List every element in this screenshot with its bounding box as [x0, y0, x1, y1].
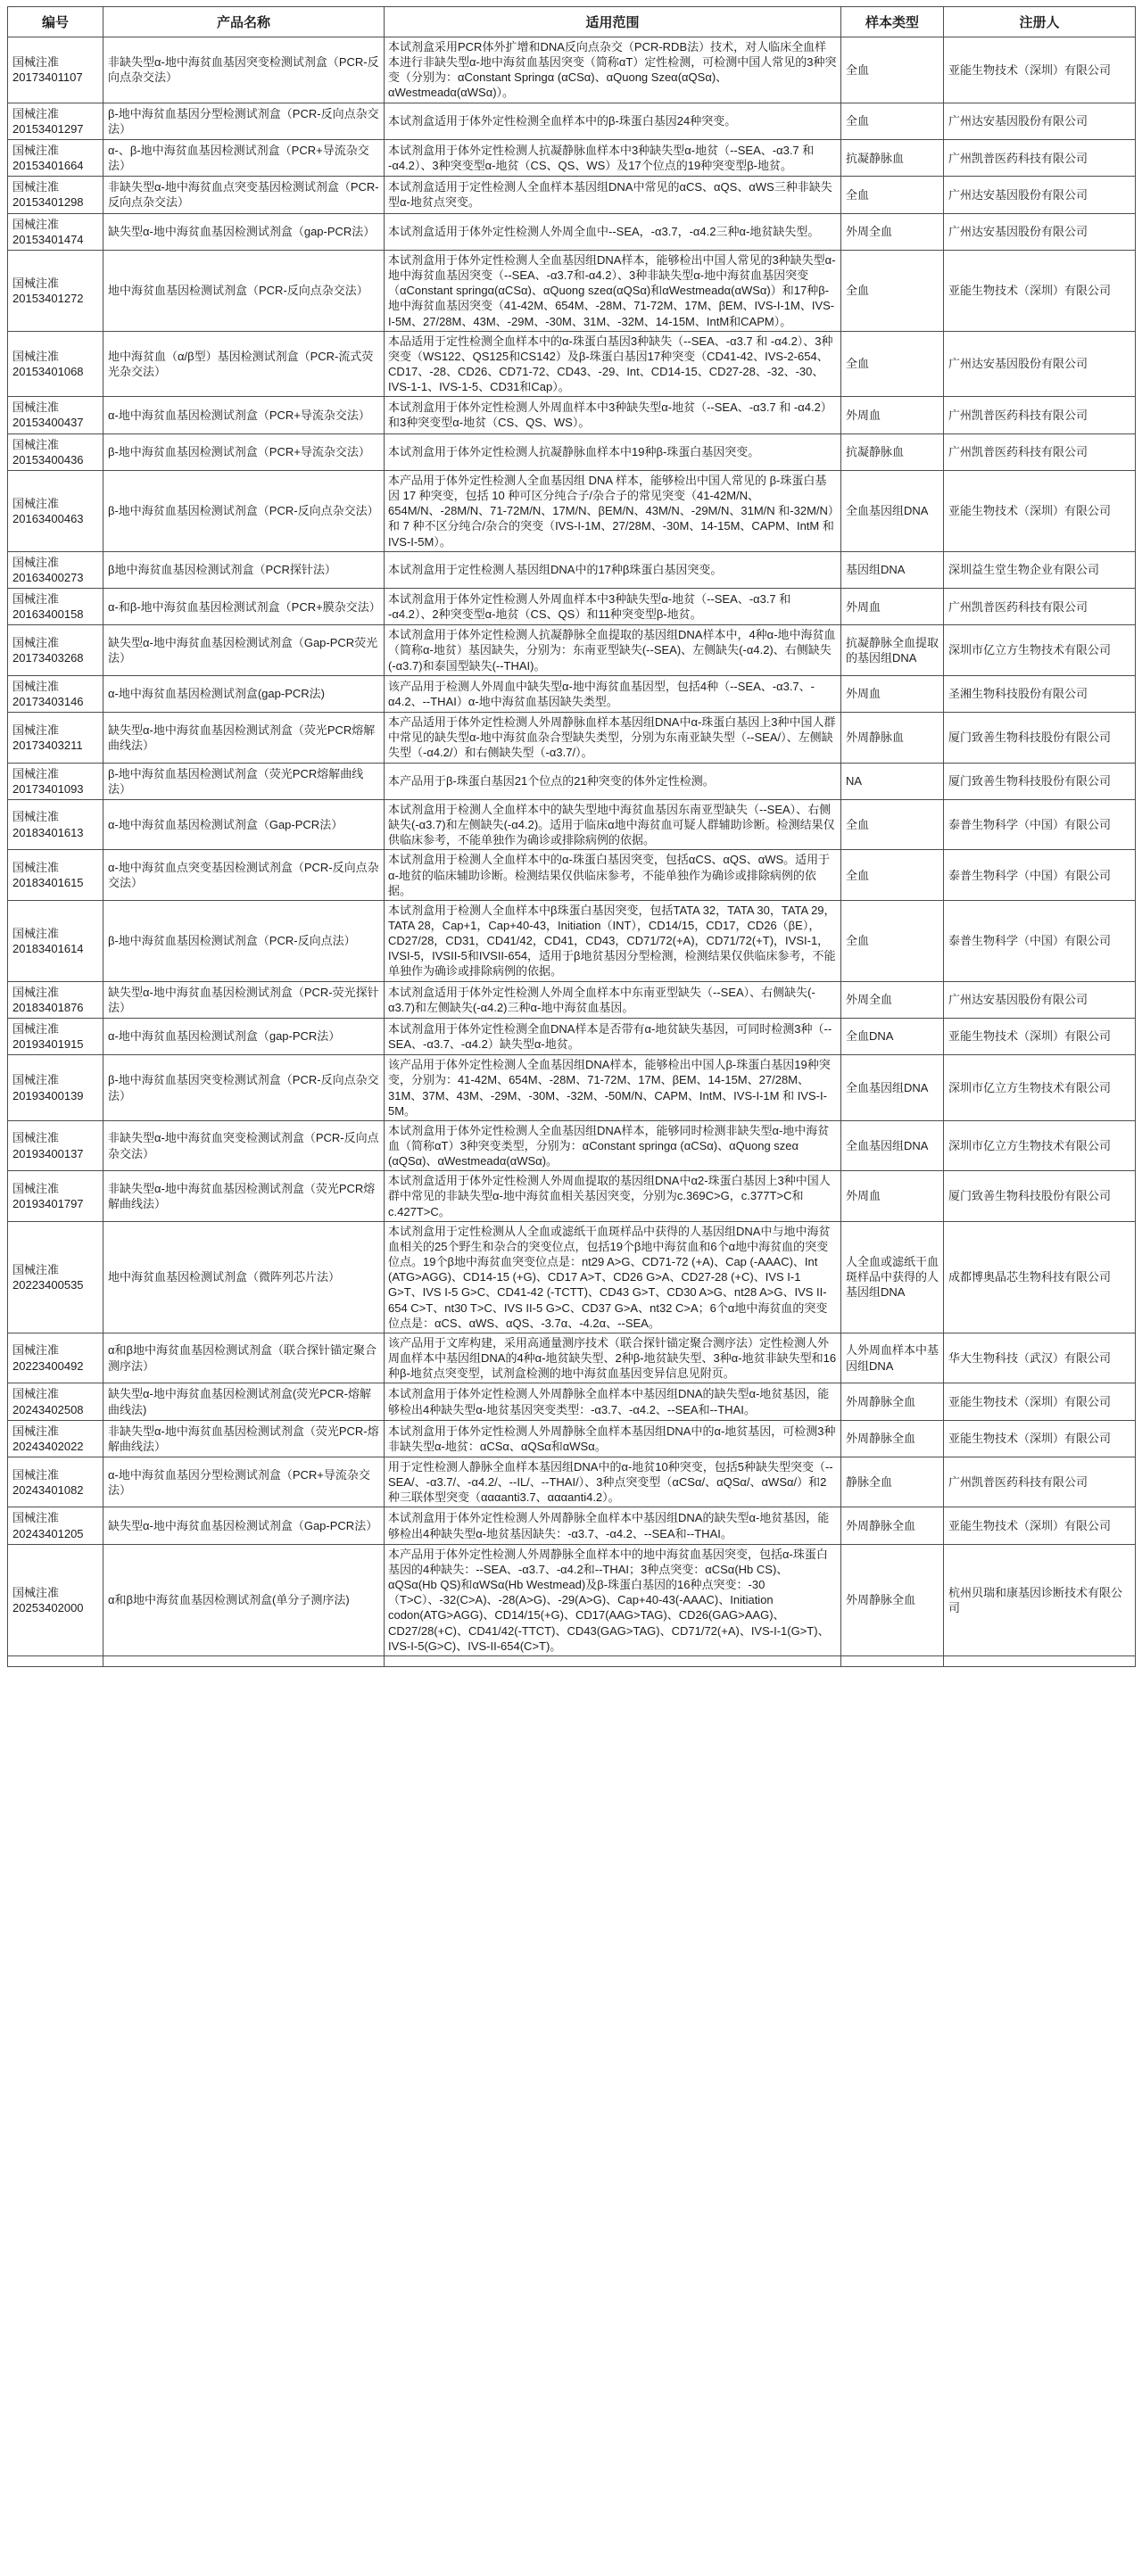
cell-sample-type: 外周血	[841, 675, 944, 712]
registration-id-number: 20173401093	[12, 781, 84, 796]
table-body	[8, 37, 1136, 1656]
cell-registrant: 亚能生物技术（深圳）有限公司	[944, 470, 1136, 551]
registration-id-prefix: 国械注准	[12, 106, 60, 120]
cell-registrant: 广州凯普医药科技有限公司	[944, 589, 1136, 625]
cell-scope: 该产品用于体外定性检测人全血基因组DNA样本，能够检出中国人β-珠蛋白基因19种突变，分别为：41-42M、654M、-28M、71-72M、17M、βEM、14-15M、27/28M、31M、37M、43M、-29M、-30M、-32M、-50M/N、CAPM、IntM、IVS-I-1M 和 IVS-I-5M。	[385, 1055, 841, 1121]
cell-registration-id	[8, 103, 103, 139]
table-row	[8, 1457, 1136, 1507]
table-row	[8, 331, 1136, 397]
table-row	[8, 589, 1136, 625]
cell-sample-type: 全血	[841, 250, 944, 331]
registration-id-number: 20153400437	[12, 416, 84, 430]
table-row	[8, 1333, 1136, 1383]
cell-product-name: α-地中海贫血基因检测试剂盒（PCR+导流杂交法）	[103, 397, 385, 433]
registration-id-number: 20243402508	[12, 1402, 84, 1416]
table-row	[8, 470, 1136, 551]
registration-id-number: 20153401664	[12, 159, 84, 173]
cell-registrant: 广州达安基因股份有限公司	[944, 103, 1136, 139]
cell-registration-id	[8, 589, 103, 625]
cell-product-name: α-地中海贫血基因检测试剂盒（Gap-PCR法）	[103, 799, 385, 849]
table-row	[8, 1120, 1136, 1170]
registration-id-prefix: 国械注准	[12, 926, 60, 940]
cell-sample-type: 外周全血	[841, 213, 944, 250]
empty-cell	[385, 1655, 841, 1666]
table-row	[8, 213, 1136, 250]
table-row	[8, 900, 1136, 981]
cell-sample-type: 全血	[841, 900, 944, 981]
cell-sample-type: NA	[841, 763, 944, 799]
header-row	[8, 7, 1136, 37]
cell-scope: 本试剂盒用于体外定性检测人外周血样本中3种缺失型α-地贫（--SEA、-α3.7 和 -α4.2）、2种突变型α-地贫（CS、QS）和11种突变型β-地贫。	[385, 589, 841, 625]
cell-registrant: 泰普生物科学（中国）有限公司	[944, 850, 1136, 900]
cell-sample-type: 抗凝静脉全血提取的基因组DNA	[841, 625, 944, 675]
table-row	[8, 1507, 1136, 1544]
registration-id-number: 20173403211	[12, 738, 83, 752]
registration-id-number: 20163400158	[12, 607, 84, 622]
cell-scope: 本产品用于体外定性检测人全血基因组 DNA 样本，能够检出中国人常见的 β-珠蛋白基因 17 种突变，包括 10 种可区分纯合子/杂合子的常见突变（41-42M/N、654M/N、-28M/N、71-72M/N、17M/N、βEM/N、43M/N、-29M/N、31M/N 和-32M/N）和 7 种不区分纯合/杂合的突变（IVS-I-1M、27/28M、-30M、14-15M、CAPM、IntM 和 IVS-I-5M）。	[385, 470, 841, 551]
cell-scope: 本试剂盒用于检测人全血样本中的缺失型地中海贫血基因东南亚型缺失（--SEA）、右侧缺失(-α3.7)和左侧缺失(-α4.2)。适用于临床α地中海贫血可疑人群辅助诊断。检测结果仅供临床参考，不能单独作为确诊或排除病例的依据。	[385, 799, 841, 849]
registration-id-prefix: 国械注准	[12, 1467, 60, 1482]
cell-product-name: β-地中海贫血基因检测试剂盒（PCR-反向点法）	[103, 900, 385, 981]
table-row	[8, 397, 1136, 433]
cell-scope: 用于定性检测人静脉全血样本基因组DNA中的α-地贫10种突变，包括5种缺失型突变（--SEA/、-α3.7/、-α4.2/、--IL/、--THAI/）、3种点突变型（αCSα/、αQSα/、αWSα/）和2种三联体型突变（αααanti3.7、αααanti4.2）。	[385, 1457, 841, 1507]
registration-id-prefix: 国械注准	[12, 349, 60, 363]
registration-id-number: 20163400273	[12, 570, 84, 584]
cell-product-name: 地中海贫血基因检测试剂盒（微阵列芯片法）	[103, 1221, 385, 1333]
cell-registration-id	[8, 1383, 103, 1420]
cell-registration-id	[8, 177, 103, 213]
cell-product-name: β-地中海贫血基因分型检测试剂盒（PCR-反向点杂交法）	[103, 103, 385, 139]
registration-id-prefix: 国械注准	[12, 810, 60, 824]
registration-id-number: 20193401797	[12, 1197, 84, 1211]
cell-registrant: 广州达安基因股份有限公司	[944, 213, 1136, 250]
cell-sample-type: 人外周血样本中基因组DNA	[841, 1333, 944, 1383]
cell-sample-type: 全血	[841, 331, 944, 397]
cell-registration-id	[8, 1420, 103, 1457]
registration-id-number: 20223400492	[12, 1358, 84, 1373]
table-row	[8, 713, 1136, 763]
table-row	[8, 625, 1136, 675]
cell-registration-id	[8, 470, 103, 551]
cell-product-name: 非缺失型α-地中海贫血突变检测试剂盒（PCR-反向点杂交法）	[103, 1120, 385, 1170]
cell-sample-type: 全血	[841, 850, 944, 900]
registration-id-prefix: 国械注准	[12, 1424, 60, 1438]
cell-product-name: 地中海贫血（α/β型）基因检测试剂盒（PCR-流式荧光杂交法）	[103, 331, 385, 397]
cell-product-name: α-地中海贫血基因检测试剂盒（gap-PCR法）	[103, 1018, 385, 1054]
cell-registrant: 亚能生物技术（深圳）有限公司	[944, 250, 1136, 331]
cell-registration-id	[8, 1018, 103, 1054]
registration-id-number: 20153401298	[12, 195, 84, 210]
column-header-id: 编号	[8, 7, 103, 37]
cell-product-name: 非缺失型α-地中海贫血基因检测试剂盒（荧光PCR-熔解曲线法）	[103, 1420, 385, 1457]
cell-sample-type: 外周全血	[841, 981, 944, 1018]
registration-id-prefix: 国械注准	[12, 860, 60, 874]
cell-product-name: 缺失型α-地中海贫血基因检测试剂盒(荧光PCR-熔解曲线法)	[103, 1383, 385, 1420]
cell-product-name: 非缺失型α-地中海贫血基因突变检测试剂盒（PCR-反向点杂交法）	[103, 37, 385, 103]
cell-registrant: 亚能生物技术（深圳）有限公司	[944, 1507, 1136, 1544]
cell-registrant: 圣湘生物科技股份有限公司	[944, 675, 1136, 712]
cell-product-name: α-地中海贫血基因分型检测试剂盒（PCR+导流杂交法）	[103, 1457, 385, 1507]
cell-registration-id	[8, 675, 103, 712]
registration-id-prefix: 国械注准	[12, 143, 60, 157]
cell-scope: 本产品用于体外定性检测人外周静脉全血样本中的地中海贫血基因突变，包括α-珠蛋白基因的4种缺失：--SEA、-α3.7、-α4.2和--THAI；3种点突变：αCSα(Hb CS)、αQSα(Hb QS)和αWSα(Hb Westmead)及β-珠蛋白基因的16种点突变：-30（T>C）、-32(C>A)、-28(A>G)、-29(A>G)、Cap+40-43(-AAAC)、Initiation codon(ATG>AGG)、CD14/15(+G)、CD17(AAG>TAG)、CD26(GAG>AAG)、CD27/28(+C)、CD41/42(-TTCT)、CD43(GAG>TAG)、CD71/72(+A)、IVS-I-1(G>T)、IVS-I-5(G>C)、IVS-II-654(C>T)。	[385, 1544, 841, 1655]
cell-product-name: α-和β-地中海贫血基因检测试剂盒（PCR+膜杂交法）	[103, 589, 385, 625]
registration-id-prefix: 国械注准	[12, 55, 60, 70]
cell-sample-type: 抗凝静脉血	[841, 139, 944, 176]
cell-registrant: 广州凯普医药科技有限公司	[944, 433, 1136, 470]
cell-scope: 本产品适用于体外定性检测人外周静脉血样本基因组DNA中α-珠蛋白基因上3种中国人群中常见的缺失型α-地中海贫血杂合型缺失类型，分别为东南亚缺失型（--SEA/）、左侧缺失型（-α4.2/）和右侧缺失型（-α3.7/）。	[385, 713, 841, 763]
cell-registration-id	[8, 1333, 103, 1383]
column-header-product-name: 产品名称	[103, 7, 385, 37]
table-row	[8, 1055, 1136, 1121]
cell-sample-type: 全血	[841, 177, 944, 213]
cell-sample-type: 基因组DNA	[841, 551, 944, 588]
cell-scope: 该产品用于文库构建，采用高通量测序技术（联合探针锚定聚合测序法）定性检测人外周血样本中基因组DNA的4种α-地贫缺失型、2种β-地贫缺失型、3种α-地贫非缺失型和16种β-地贫点突变型，试剂盒检测的地中海贫血基因变异信息见附页。	[385, 1333, 841, 1383]
registration-id-prefix: 国械注准	[12, 985, 60, 999]
registration-id-number: 20183401613	[12, 825, 84, 839]
registration-id-prefix: 国械注准	[12, 1343, 60, 1358]
cell-scope: 本试剂盒用于体外定性检测人外周静脉全血样本中基因组DNA的缺失型α-地贫基因，能够检出4种缺失型α-地贫基因缺失：-α3.7、-α4.2、--SEA和--THAI。	[385, 1507, 841, 1544]
cell-registrant: 深圳益生堂生物企业有限公司	[944, 551, 1136, 588]
cell-registration-id	[8, 433, 103, 470]
cell-product-name: 地中海贫血基因检测试剂盒（PCR-反向点杂交法）	[103, 250, 385, 331]
cell-registration-id	[8, 250, 103, 331]
registration-id-number: 20153401068	[12, 364, 84, 378]
cell-sample-type: 外周血	[841, 1171, 944, 1221]
cell-registration-id	[8, 1120, 103, 1170]
table-row	[8, 37, 1136, 103]
cell-registration-id	[8, 763, 103, 799]
registration-id-number: 20173403268	[12, 651, 84, 665]
registration-id-number: 20183401615	[12, 876, 84, 890]
cell-product-name: α-地中海贫血基因检测试剂盒(gap-PCR法)	[103, 675, 385, 712]
cell-registration-id	[8, 1457, 103, 1507]
cell-registrant: 厦门致善生物科技股份有限公司	[944, 713, 1136, 763]
registration-id-prefix: 国械注准	[12, 555, 60, 569]
cell-registrant: 广州凯普医药科技有限公司	[944, 397, 1136, 433]
registration-id-prefix: 国械注准	[12, 766, 60, 780]
cell-registration-id	[8, 1221, 103, 1333]
cell-product-name: α-、β-地中海贫血基因检测试剂盒（PCR+导流杂交法）	[103, 139, 385, 176]
table-row	[8, 551, 1136, 588]
cell-registrant: 深圳市亿立方生物技术有限公司	[944, 1120, 1136, 1170]
cell-sample-type: 全血基因组DNA	[841, 470, 944, 551]
cell-registration-id	[8, 850, 103, 900]
cell-registration-id	[8, 713, 103, 763]
cell-product-name: 缺失型α-地中海贫血基因检测试剂盒（Gap-PCR荧光法）	[103, 625, 385, 675]
cell-registrant: 泰普生物科学（中国）有限公司	[944, 900, 1136, 981]
cell-sample-type: 外周静脉全血	[841, 1544, 944, 1655]
cell-registration-id	[8, 1055, 103, 1121]
registration-id-prefix: 国械注准	[12, 496, 60, 510]
cell-product-name: 缺失型α-地中海贫血基因检测试剂盒（PCR-荧光探针法）	[103, 981, 385, 1018]
cell-sample-type: 外周静脉全血	[841, 1420, 944, 1457]
column-header-registrant: 注册人	[944, 7, 1136, 37]
cell-registrant: 广州凯普医药科技有限公司	[944, 139, 1136, 176]
cell-registrant: 深圳市亿立方生物技术有限公司	[944, 625, 1136, 675]
cell-sample-type: 外周血	[841, 589, 944, 625]
cell-product-name: β-地中海贫血基因检测试剂盒（荧光PCR熔解曲线法）	[103, 763, 385, 799]
table-row	[8, 103, 1136, 139]
cell-registrant: 深圳市亿立方生物技术有限公司	[944, 1055, 1136, 1121]
registration-id-number: 20163400463	[12, 511, 84, 525]
table-row	[8, 799, 1136, 849]
cell-scope: 本试剂盒采用PCR体外扩增和DNA反向点杂交（PCR-RDB法）技术，对人临床全血样本进行非缺失型α-地中海贫血基因突变（简称αT）定性检测，可检测中国人常见的3种突变（分别为：αConstant Springα (αCSα)、αQuong Szeα(αQSα)、αWestmeadα(αWSα)）。	[385, 37, 841, 103]
cell-sample-type: 外周静脉全血	[841, 1507, 944, 1544]
cell-product-name: 缺失型α-地中海贫血基因检测试剂盒（荧光PCR熔解曲线法）	[103, 713, 385, 763]
empty-cell	[944, 1655, 1136, 1666]
registration-id-prefix: 国械注准	[12, 1511, 60, 1525]
cell-registration-id	[8, 981, 103, 1018]
cell-registrant: 亚能生物技术（深圳）有限公司	[944, 1018, 1136, 1054]
registration-id-prefix: 国械注准	[12, 400, 60, 415]
cell-registrant: 广州凯普医药科技有限公司	[944, 1457, 1136, 1507]
cell-registrant: 泰普生物科学（中国）有限公司	[944, 799, 1136, 849]
cell-registration-id	[8, 551, 103, 588]
registration-id-prefix: 国械注准	[12, 1021, 60, 1036]
cell-product-name: β-地中海贫血基因检测试剂盒（PCR-反向点杂交法）	[103, 470, 385, 551]
cell-scope: 本试剂盒用于体外定性检测人全血基因组DNA样本，能够同时检测非缺失型α-地中海贫血（简称αT）3种突变类型，分别为：αConstant springα (αCSα)、αQuong szeα (αQSα)、αWestmeadα(αWSα)。	[385, 1120, 841, 1170]
cell-scope: 本试剂盒用于体外定性检测人外周静脉全血样本基因组DNA中的α-地贫基因，可检测3种非缺失型α-地贫：αCSα、αQSα和αWSα。	[385, 1420, 841, 1457]
empty-cell	[8, 1655, 103, 1666]
registration-id-number: 20243402022	[12, 1439, 84, 1453]
cell-registrant: 成都博奥晶芯生物科技有限公司	[944, 1221, 1136, 1333]
cell-scope: 本试剂盒适用于体外定性检测人外周血提取的基因组DNA中α2-珠蛋白基因上3种中国人群中常见的非缺失型α-地中海贫血相关基因突变，分别为c.369C>G，c.377T>C和c.427T>C。	[385, 1171, 841, 1221]
cell-product-name: 非缺失型α-地中海贫血基因检测试剂盒（荧光PCR熔解曲线法）	[103, 1171, 385, 1221]
registration-id-prefix: 国械注准	[12, 1181, 60, 1195]
registration-id-number: 20153400436	[12, 452, 84, 466]
cell-scope: 本品适用于定性检测全血样本中的α-珠蛋白基因3种缺失（--SEA、-α3.7 和 -α4.2）、3种突变（WS122、QS125和CS142）及β-珠蛋白基因17种突变（CD41-42、IVS-2-654、CD17、-28、CD26、CD71-72、CD43、-29、Int、CD14-15、CD27-28、-32、-30、IVS-1-1、IVS-1-5、CD31和Cap）。	[385, 331, 841, 397]
cell-registration-id	[8, 799, 103, 849]
device-registration-table	[7, 6, 1136, 1667]
table-header	[8, 7, 1136, 37]
cell-sample-type: 全血基因组DNA	[841, 1055, 944, 1121]
registration-id-number: 20173401107	[12, 70, 83, 85]
cell-registrant: 亚能生物技术（深圳）有限公司	[944, 37, 1136, 103]
registration-id-number: 20243401082	[12, 1482, 84, 1497]
cell-product-name: β地中海贫血基因检测试剂盒（PCR探针法）	[103, 551, 385, 588]
cell-registrant: 广州达安基因股份有限公司	[944, 331, 1136, 397]
table-row	[8, 177, 1136, 213]
registration-id-prefix: 国械注准	[12, 217, 60, 231]
registration-id-number: 20243401205	[12, 1526, 84, 1540]
cell-sample-type: 外周静脉全血	[841, 1383, 944, 1420]
registration-id-prefix: 国械注准	[12, 180, 60, 194]
table-row	[8, 250, 1136, 331]
empty-cell	[103, 1655, 385, 1666]
cell-sample-type: 抗凝静脉血	[841, 433, 944, 470]
table-row	[8, 1018, 1136, 1054]
cell-registration-id	[8, 625, 103, 675]
registration-id-number: 20153401474	[12, 232, 84, 246]
cell-sample-type: 全血	[841, 37, 944, 103]
cell-scope: 本试剂盒用于体外定性检测人全血基因组DNA样本，能够检出中国人常见的3种缺失型α-地中海贫血基因突变（--SEA、-α3.7和-α4.2）、3种非缺失型α-地中海贫血基因突变（αConstant springα(αCSα)、αQuong szeα(αQSα)和αWestmeadα(αWSα)）和17种β-地中海贫血基因突变（41-42M、654M、-28M、71-72M、17M、βEM、IVS-I-1M、IVS-I-5M、27/28M、43M、-29M、-30M、31M、-32M、14-15M、IntM和CAPM）。	[385, 250, 841, 331]
registration-id-prefix: 国械注准	[12, 276, 60, 290]
cell-product-name: α和β地中海贫血基因检测试剂盒（联合探针锚定聚合测序法）	[103, 1333, 385, 1383]
cell-registration-id	[8, 1544, 103, 1655]
cell-product-name: α和β地中海贫血基因检测试剂盒(单分子测序法)	[103, 1544, 385, 1655]
column-header-scope: 适用范围	[385, 7, 841, 37]
table-row	[8, 1221, 1136, 1333]
column-header-sample-type: 样本类型	[841, 7, 944, 37]
table-row	[8, 1383, 1136, 1420]
cell-registration-id	[8, 213, 103, 250]
registration-id-prefix: 国械注准	[12, 1262, 60, 1276]
table-row	[8, 1544, 1136, 1655]
empty-cell	[841, 1655, 944, 1666]
registration-id-number: 20193400137	[12, 1146, 84, 1160]
registration-id-number: 20193401915	[12, 1037, 84, 1052]
cell-sample-type: 外周血	[841, 397, 944, 433]
registration-id-number: 20193400139	[12, 1088, 84, 1102]
registration-id-prefix: 国械注准	[12, 679, 60, 693]
cell-registration-id	[8, 139, 103, 176]
registration-id-prefix: 国械注准	[12, 1387, 60, 1401]
cell-registrant: 亚能生物技术（深圳）有限公司	[944, 1383, 1136, 1420]
registration-id-prefix: 国械注准	[12, 592, 60, 606]
cell-registration-id	[8, 37, 103, 103]
cell-sample-type: 全血	[841, 103, 944, 139]
table-row	[8, 675, 1136, 712]
cell-scope: 本试剂盒适用于体外定性检测全血样本中的β-珠蛋白基因24种突变。	[385, 103, 841, 139]
table-row	[8, 139, 1136, 176]
cell-registration-id	[8, 397, 103, 433]
cell-registrant: 亚能生物技术（深圳）有限公司	[944, 1420, 1136, 1457]
cell-scope: 本试剂盒适用于体外定性检测人外周全血样本中东南亚型缺失（--SEA）、右侧缺失(-α3.7)和左侧缺失(-α4.2)三种α-地中海贫血基因。	[385, 981, 841, 1018]
registration-id-prefix: 国械注准	[12, 437, 60, 451]
cell-scope: 本试剂盒用于体外定性检测全血DNA样本是否带有α-地贫缺失基因，可同时检测3种（--SEA、-α3.7、-α4.2）缺失型α-地贫。	[385, 1018, 841, 1054]
registration-id-number: 20153401297	[12, 121, 84, 136]
cell-scope: 该产品用于检测人外周血中缺失型α-地中海贫血基因型，包括4种（--SEA、-α3.7、-α4.2、--THAI）α-地中海贫血基因缺失类型。	[385, 675, 841, 712]
cell-scope: 本试剂盒适用于体外定性检测人外周全血中--SEA，-α3.7，-α4.2三种α-地贫缺失型。	[385, 213, 841, 250]
cell-scope: 本试剂盒适用于定性检测人全血样本基因组DNA中常见的αCS、αQS、αWS三种非缺失型α-地贫点突变。	[385, 177, 841, 213]
cell-scope: 本试剂盒用于体外定性检测人抗凝静脉血样本中3种缺失型α-地贫（--SEA、-α3.7 和 -α4.2）、3种突变型α-地贫（CS、QS、WS）及17个位点的19种突变型β-地贫。	[385, 139, 841, 176]
registration-id-number: 20173403146	[12, 694, 84, 708]
registration-id-number: 20183401876	[12, 1000, 84, 1014]
cell-scope: 本试剂盒用于定性检测人基因组DNA中的17种β珠蛋白基因突变。	[385, 551, 841, 588]
cell-product-name: β-地中海贫血基因突变检测试剂盒（PCR-反向点杂交法）	[103, 1055, 385, 1121]
cell-registration-id	[8, 1507, 103, 1544]
registration-id-number: 20153401272	[12, 291, 84, 305]
table-row	[8, 981, 1136, 1018]
cell-product-name: β-地中海贫血基因检测试剂盒（PCR+导流杂交法）	[103, 433, 385, 470]
table-row	[8, 763, 1136, 799]
table-row	[8, 850, 1136, 900]
cell-sample-type: 全血基因组DNA	[841, 1120, 944, 1170]
registration-id-prefix: 国械注准	[12, 1073, 60, 1087]
cell-scope: 本试剂盒用于定性检测从人全血或滤纸干血斑样品中获得的人基因组DNA中与地中海贫血相关的25个野生和杂合的突变位点，包括19个β地中海贫血和6个α地中海贫血的突变位点。19个β地中海贫血突变位点是：nt29 A>G、CD71-72 (+A)、Cap (-AAAC)、Int (ATG>AGG)、CD14-15 (+G)、CD17 A>T、CD26 G>A、CD27-28 (+C)、IVS I-1 G>T、IVS I-5 G>C、CD41-42 (-TCTT)、CD43 G>T、CD30 A>G、nt28 A>G、IVS II-654 C>T、nt30 T>C、IVS II-5 G>C、CD37 G>A、nt32 C>A；6个α地中海贫血的突变位点是：αCS、αWS、αQS、-3.7α、-4.2α、--SEA。	[385, 1221, 841, 1333]
cell-sample-type: 人全血或滤纸干血斑样品中获得的人基因组DNA	[841, 1221, 944, 1333]
cell-registrant: 杭州贝瑞和康基因诊断技术有限公司	[944, 1544, 1136, 1655]
cell-sample-type: 静脉全血	[841, 1457, 944, 1507]
cell-registrant: 广州达安基因股份有限公司	[944, 177, 1136, 213]
cell-registration-id	[8, 900, 103, 981]
cell-registration-id	[8, 1171, 103, 1221]
cell-registrant: 华大生物科技（武汉）有限公司	[944, 1333, 1136, 1383]
registration-id-number: 20253402000	[12, 1600, 84, 1614]
cell-scope: 本试剂盒用于体外定性检测人外周血样本中3种缺失型α-地贫（--SEA、-α3.7 和 -α4.2）和3种突变型α-地贫（CS、QS、WS）。	[385, 397, 841, 433]
table-row	[8, 433, 1136, 470]
cell-scope: 本试剂盒用于检测人全血样本中的α-珠蛋白基因突变，包括αCS、αQS、αWS。适用于α-地贫的临床辅助诊断。检测结果仅供临床参考，不能单独作为确诊或排除病例的依据。	[385, 850, 841, 900]
cell-sample-type: 外周静脉血	[841, 713, 944, 763]
table-row	[8, 1420, 1136, 1457]
cell-product-name: 非缺失型α-地中海贫血点突变基因检测试剂盒（PCR-反向点杂交法）	[103, 177, 385, 213]
cell-product-name: 缺失型α-地中海贫血基因检测试剂盒（Gap-PCR法）	[103, 1507, 385, 1544]
cell-product-name: 缺失型α-地中海贫血基因检测试剂盒（gap-PCR法）	[103, 213, 385, 250]
empty-row	[8, 1655, 1136, 1666]
cell-scope: 本试剂盒用于体外定性检测人外周静脉全血样本中基因组DNA的缺失型α-地贫基因，能够检出4种缺失型α-地贫基因突变类型：-α3.7、-α4.2、--SEA和--THAI。	[385, 1383, 841, 1420]
registration-id-prefix: 国械注准	[12, 1585, 60, 1599]
table-row	[8, 1171, 1136, 1221]
cell-registration-id	[8, 331, 103, 397]
registration-id-prefix: 国械注准	[12, 635, 60, 649]
cell-scope: 本试剂盒用于检测人全血样本中β珠蛋白基因突变，包括TATA 32，TATA 30，TATA 29，TATA 28，Cap+1，Cap+40-43，Initiation（INT），CD14/15，CD17，CD26（βE），CD27/28，CD31，CD41/42，CD41，CD43，CD71/72(+A)，CD71/72(+T)，IVSI-1，IVSI-5，IVSII-5和IVSII-654，适用于β地贫基因分型检测，检测结果仅供临床参考，不能单独作为确诊或排除病例的依据。	[385, 900, 841, 981]
registration-id-number: 20223400535	[12, 1277, 84, 1292]
cell-registrant: 厦门致善生物科技股份有限公司	[944, 763, 1136, 799]
cell-scope: 本产品用于β-珠蛋白基因21个位点的21种突变的体外定性检测。	[385, 763, 841, 799]
cell-product-name: α-地中海贫血点突变基因检测试剂盒（PCR-反向点杂交法）	[103, 850, 385, 900]
cell-scope: 本试剂盒用于体外定性检测人抗凝静脉血样本中19种β-珠蛋白基因突变。	[385, 433, 841, 470]
cell-sample-type: 全血	[841, 799, 944, 849]
cell-scope: 本试剂盒用于体外定性检测人抗凝静脉全血提取的基因组DNA样本中，4种α-地中海贫血（简称α-地贫）基因缺失，分别为：东南亚型缺失(--SEA)、左侧缺失(-α4.2)、右侧缺失(-α3.7)和泰国型缺失(--THAI)。	[385, 625, 841, 675]
registration-id-number: 20183401614	[12, 941, 84, 955]
registration-id-prefix: 国械注准	[12, 1131, 60, 1145]
cell-registrant: 厦门致善生物科技股份有限公司	[944, 1171, 1136, 1221]
cell-registrant: 广州达安基因股份有限公司	[944, 981, 1136, 1018]
registration-id-prefix: 国械注准	[12, 722, 60, 737]
cell-sample-type: 全血DNA	[841, 1018, 944, 1054]
